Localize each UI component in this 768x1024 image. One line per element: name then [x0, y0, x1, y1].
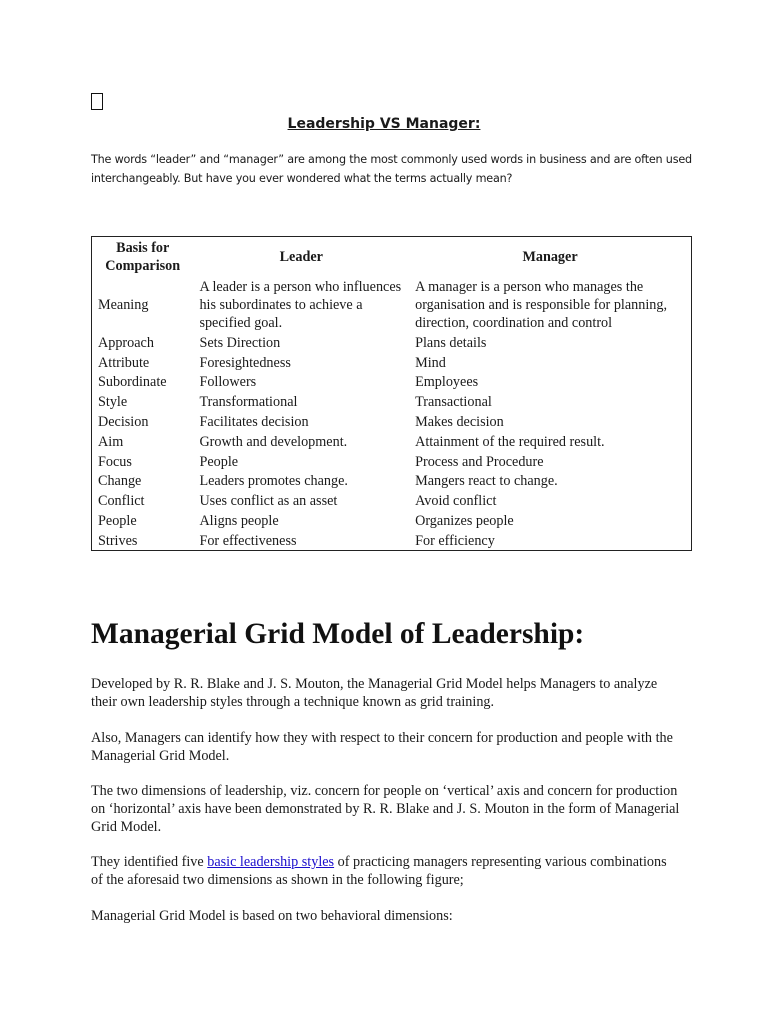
table-row: [92, 432, 692, 452]
cell-manager: Avoid conflict: [415, 493, 497, 510]
cell-basis: People: [98, 513, 137, 530]
paragraph-text-end: of practicing managers representing various combinations of the aforesaid two dimensions as shown in the following figure;: [91, 854, 667, 888]
section-heading: Managerial Grid Model of Leadership:: [91, 618, 585, 650]
table-row: [92, 392, 692, 412]
cell-basis: Meaning: [98, 297, 149, 313]
table-row: [92, 373, 692, 393]
cell-leader: Followers: [199, 374, 257, 391]
table-row: [92, 531, 692, 551]
cell-leader: Uses conflict as an asset: [199, 493, 338, 510]
table-row: [92, 333, 692, 353]
table-header-row: [92, 237, 692, 278]
doc-title: Leadership VS Manager:: [287, 116, 481, 132]
cell-basis: Focus: [98, 453, 132, 470]
missing-glyph-box: [91, 93, 103, 110]
cell-basis: Subordinate: [98, 374, 167, 391]
intro-paragraph: The words “leader” and “manager” are among the most commonly used words in business and are often used interchangeably. But have you ever wondered what the terms actually mean?: [91, 153, 692, 185]
paragraph-also-managers: Also, Managers can identify how they with respect to their concern for production and people with the Managerial Grid Model.: [91, 730, 673, 764]
cell-basis: Decision: [98, 414, 149, 431]
table-row: [92, 277, 692, 333]
cell-leader: A leader is a person who influences his subordinates to achieve a specified goal.: [199, 279, 402, 331]
paragraph-two-dimensions: The two dimensions of leadership, viz. concern for people on ‘vertical’ axis and concern for production on ‘horizontal’ axis have been demonstrated by R. R. Blake and J. S. Mouton in the form of Managerial Grid Model.: [91, 783, 680, 835]
cell-manager: Attainment of the required result.: [415, 433, 605, 450]
cell-leader: Growth and development.: [199, 433, 348, 450]
cell-leader: People: [199, 453, 239, 470]
cell-leader: Transformational: [199, 394, 298, 411]
paragraph-text-start: They identified five: [91, 854, 208, 870]
table-row: [92, 511, 692, 531]
cell-manager: Transactional: [415, 394, 492, 411]
table-row: [92, 353, 692, 373]
header-manager: Manager: [522, 249, 578, 265]
cell-manager: Mangers react to change.: [415, 473, 558, 490]
cell-basis: Style: [98, 394, 128, 411]
cell-basis: Conflict: [98, 493, 145, 510]
cell-manager: For efficiency: [415, 532, 495, 549]
header-leader: Leader: [279, 249, 323, 265]
cell-leader: Sets Direction: [199, 334, 281, 351]
cell-basis: Attribute: [98, 354, 150, 371]
paragraph-behavioral-dimensions: Managerial Grid Model is based on two behavioral dimensions:: [91, 908, 453, 924]
cell-manager: A manager is a person who manages the organisation and is responsible for planning, direction, coordination and control: [415, 279, 668, 331]
paragraph-developed-by: Developed by R. R. Blake and J. S. Mouton, the Managerial Grid Model helps Managers to analyze their own leadership styles through a technique known as grid training.: [91, 676, 658, 710]
cell-leader: Leaders promotes change.: [199, 473, 348, 490]
cell-leader: For effectiveness: [199, 532, 297, 549]
cell-basis: Strives: [98, 532, 138, 549]
cell-basis: Approach: [98, 334, 154, 351]
paragraph-five-styles: [91, 853, 681, 889]
header-basis: Basis for Comparison: [105, 240, 181, 274]
cell-leader: Foresightedness: [199, 354, 291, 371]
cell-leader: Aligns people: [199, 513, 279, 530]
cell-manager: Plans details: [415, 334, 487, 351]
table-row: [92, 412, 692, 432]
cell-basis: Change: [98, 473, 142, 490]
cell-manager: Process and Procedure: [415, 453, 544, 470]
cell-manager: Mind: [415, 354, 446, 371]
table-row: [92, 491, 692, 511]
cell-manager: Employees: [415, 374, 479, 391]
cell-basis: Aim: [98, 433, 124, 450]
cell-manager: Organizes people: [415, 513, 514, 530]
cell-leader: Facilitates decision: [199, 414, 309, 431]
cell-manager: Makes decision: [415, 414, 504, 431]
table-row: [92, 452, 692, 472]
table-row: [92, 472, 692, 492]
basic-leadership-styles-link[interactable]: basic leadership styles: [207, 854, 335, 870]
comparison-table: [91, 236, 692, 551]
